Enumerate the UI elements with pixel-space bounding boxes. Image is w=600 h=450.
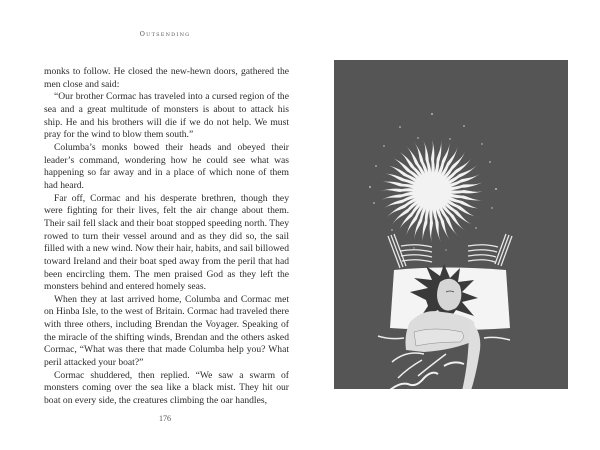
page-number: 176 <box>159 414 171 423</box>
running-head: Outsending <box>139 30 191 38</box>
paragraph: monks to follow. He closed the new-hewn doors, gathered the men close and said: <box>44 66 289 90</box>
wave-lines <box>390 362 474 389</box>
sleeping-figure-illustration <box>334 60 568 389</box>
paragraph: “Our brother Cormac has traveled into a cursed region of the sea and a great multitude of monsters is about to attack his ship. He and his brothers will die if we do not help. We must pray for the wind to blow them south.” <box>44 91 289 141</box>
sun-icon <box>380 139 484 243</box>
paragraph: When they at last arrived home, Columba and Cormac met on Hinba Isle, to the west of Britain. Cormac had traveled there with three others, including Brendan the Voyager. Speaking of the miracle of the shifting winds, Brendan and the others asked Cormac, “What was there that made Columba help you? What peril attacked your boat?” <box>44 293 289 369</box>
paragraph: Far off, Cormac and his desperate brethren, though they were fighting for their lives, felt the air change about them. Their sail fell slack and their boat stopped speeding north. They rowed to turn their vessel around and as they did so, the sail filled with a new wind. Now their hair, habits, and sail billowed toward Ireland and their boat sped away from the peril that had been encircling them. The men praised God as they left the monsters behind and entered homely seas. <box>44 192 289 293</box>
face <box>437 279 461 311</box>
illustration-plate <box>334 60 568 389</box>
bed-frame-icon <box>388 234 512 268</box>
paragraph: Columba’s monks bowed their heads and obeyed their leader’s command, wondering how he could see what was happening so far away and in a place of which none of them had heard. <box>44 141 289 191</box>
paragraph: Cormac shuddered, then replied. “We saw a swarm of monsters coming over the sea like a black mist. They hit our boat on every side, the creatures climbing the oar handles, <box>44 369 289 407</box>
body-text <box>44 66 289 408</box>
